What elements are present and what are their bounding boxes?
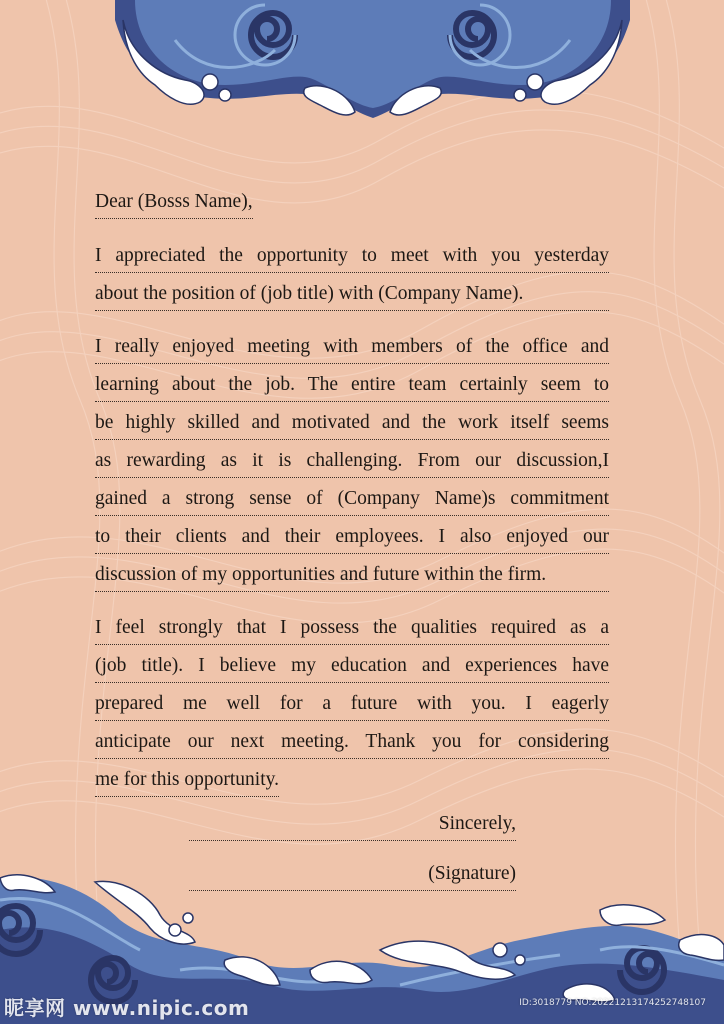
paragraph-line: learning about the job. The entire team certainly seem to — [95, 364, 609, 402]
paragraph-line: gained a strong sense of (Company Name)s commitment — [95, 478, 609, 516]
paragraph-line: be highly skilled and motivated and the work itself seems — [95, 402, 609, 440]
paragraph-line: (job title). I believe my education and experiences have — [95, 645, 609, 683]
paragraph-line: me for this opportunity. — [95, 759, 279, 797]
paragraph-1 — [95, 235, 609, 311]
paragraph-line: I appreciated the opportunity to meet with you yesterday — [95, 235, 609, 273]
paragraph-line: about the position of (job title) with (Company Name). — [95, 273, 609, 311]
watermark-logo: 昵享网 www.nipic.com — [4, 996, 250, 1020]
top-wave-ornament — [115, 0, 630, 125]
watermark-id: ID:3018779 NO:20221213174252748107 — [519, 998, 706, 1008]
signature-placeholder: (Signature) — [189, 862, 516, 891]
paragraph-line: I feel strongly that I possess the qualities required as a — [95, 607, 609, 645]
paragraph-line: anticipate our next meeting. Thank you for considering — [95, 721, 609, 759]
paragraph-line: to their clients and their employees. I also enjoyed our — [95, 516, 609, 554]
paragraph-3 — [95, 607, 609, 797]
paragraph-line: prepared me well for a future with you. I eagerly — [95, 683, 609, 721]
paragraph-2 — [95, 326, 609, 592]
paragraph-line: as rewarding as it is challenging. From our discussion,I — [95, 440, 609, 478]
letter-body — [95, 181, 609, 812]
paragraph-line: I really enjoyed meeting with members of the office and — [95, 326, 609, 364]
paragraph-line: discussion of my opportunities and future within the firm. — [95, 554, 609, 592]
closing-sincerely: Sincerely, — [189, 812, 516, 841]
letter-greeting: Dear (Bosss Name), — [95, 181, 253, 219]
